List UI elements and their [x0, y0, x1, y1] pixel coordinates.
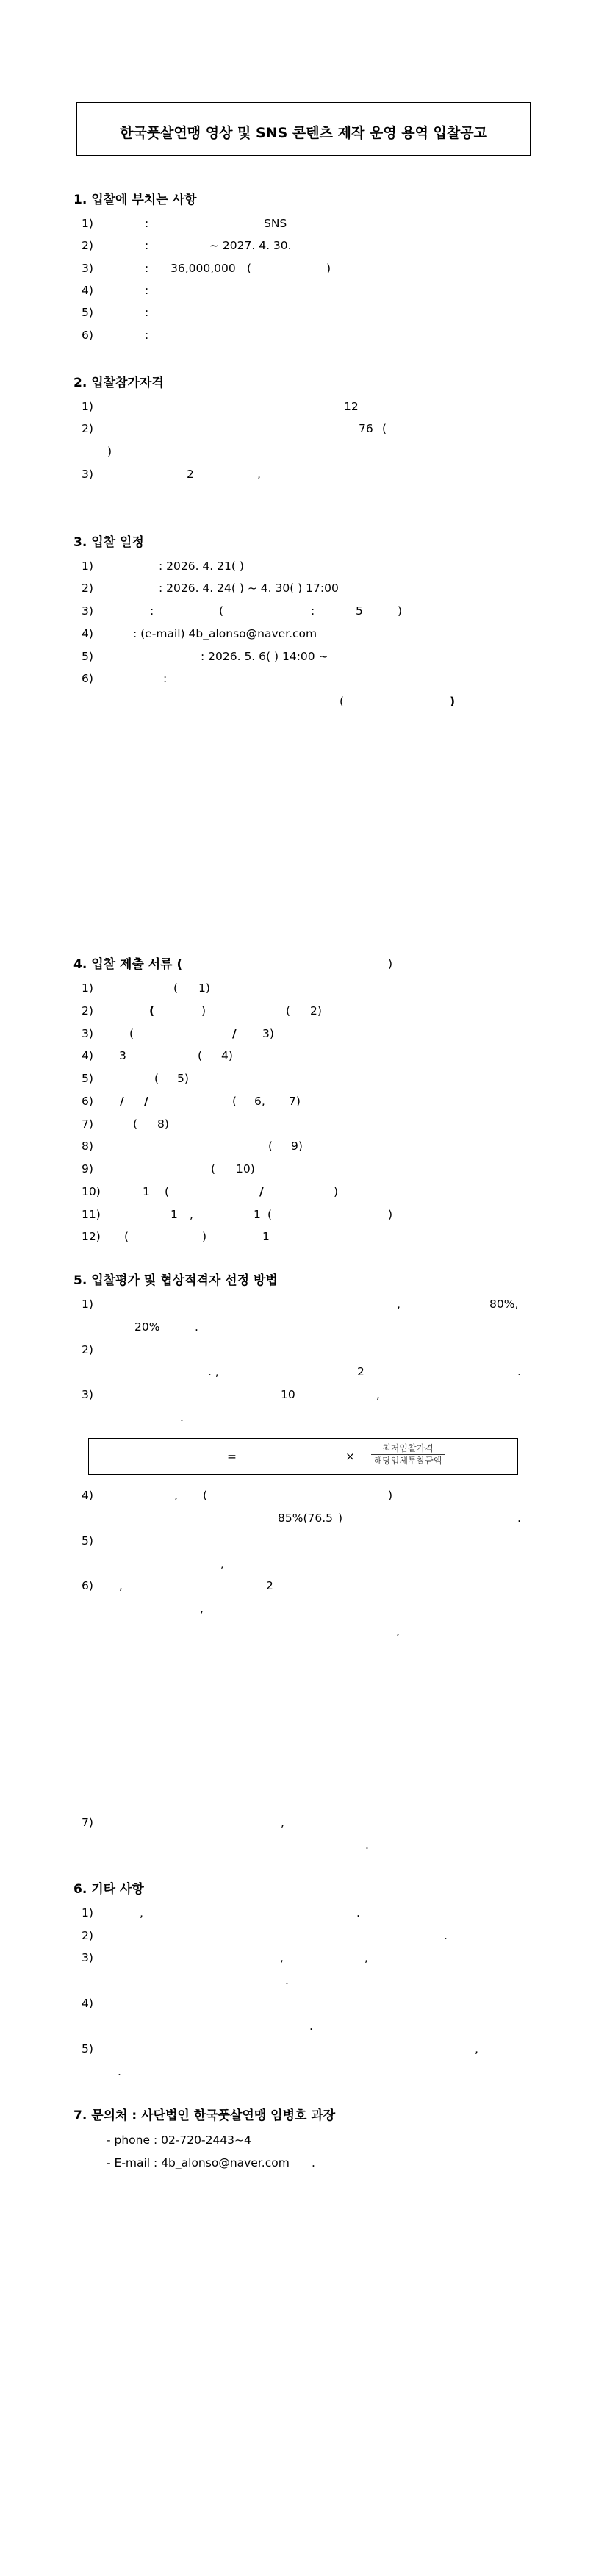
s3-note-paren-open: (	[340, 695, 345, 708]
contact-phone: - phone : 02-720-2443~4	[107, 2133, 251, 2147]
s1-item-2-num: 2)	[82, 239, 93, 252]
s3-item-2-num: 2)	[82, 582, 93, 595]
s4-item-6-mark-1: /	[120, 1095, 124, 1108]
s4-item-7-num: 7)	[82, 1117, 93, 1131]
formula-numerator: 최저입찰가격	[371, 1444, 445, 1455]
s4-item-2-a2: )	[201, 1004, 206, 1017]
s2-item-2-num: 2)	[82, 422, 93, 435]
s4-item-8-num: 8)	[82, 1139, 93, 1153]
s5-item-2-value: 2	[357, 1365, 364, 1378]
s1-item-5-num: 5)	[82, 306, 93, 319]
s1-item-1-colon: :	[145, 217, 149, 230]
section-4-heading-close: )	[388, 957, 393, 970]
formula-times: ×	[345, 1450, 355, 1463]
s5-item-7-comma: ,	[281, 1816, 284, 1829]
document-title: 한국풋살연맹 영상 및 SNS 콘텐츠 제작 운영 용역 입찰공고	[120, 125, 487, 141]
s5-item-4-paren-close: )	[388, 1489, 393, 1502]
s1-item-3-amount: 36,000,000	[170, 262, 236, 275]
s4-item-4-b: (	[198, 1049, 203, 1062]
s5-item-6-num: 6)	[82, 1579, 93, 1592]
section-1-heading: 1. 입찰에 부치는 사항	[73, 193, 197, 207]
s4-item-11-d: )	[388, 1208, 393, 1221]
s4-item-10-mark: /	[259, 1185, 264, 1198]
s4-item-2-num: 2)	[82, 1004, 93, 1017]
s4-item-10-c: )	[334, 1185, 339, 1198]
s4-item-2-c: 2)	[310, 1004, 322, 1017]
s5-item-5-num: 5)	[82, 1534, 93, 1548]
s5-item-2-dot: .	[517, 1365, 521, 1378]
s4-item-6-b: (	[232, 1095, 237, 1108]
s4-item-10-b: (	[165, 1185, 170, 1198]
s5-item-1-num: 1)	[82, 1298, 93, 1311]
s4-item-8-a: (	[268, 1139, 273, 1153]
s3-item-3-colon: :	[150, 604, 154, 618]
s4-item-6-mark-2: /	[144, 1095, 148, 1108]
s6-item-1-num: 1)	[82, 1906, 93, 1920]
s2-item-3-comma: ,	[257, 468, 261, 481]
s3-item-3-value: 5	[356, 604, 363, 618]
s5-item-1-dot: .	[195, 1320, 198, 1334]
s5-item-6-comma: ,	[119, 1579, 123, 1592]
s2-item-3-text: 2	[187, 468, 194, 481]
s4-item-2-a: (	[149, 1004, 155, 1017]
s6-item-5-b: ,	[475, 2042, 478, 2056]
s5-item-1-pct-1: 80%,	[489, 1298, 519, 1311]
s4-item-3-b: 3)	[262, 1027, 274, 1040]
s5-item-1-comma: ,	[397, 1298, 401, 1311]
s4-item-6-d: 7)	[289, 1095, 301, 1108]
s4-item-3-num: 3)	[82, 1027, 93, 1040]
s4-item-3-mark: /	[232, 1027, 237, 1040]
s4-item-12-a: (	[124, 1230, 129, 1243]
s5-item-6-dot-1: ,	[200, 1602, 204, 1615]
s6-item-3-c: .	[285, 1974, 289, 1987]
s4-item-4-num: 4)	[82, 1049, 93, 1062]
s5-item-4-paren-open: (	[203, 1489, 208, 1502]
s1-item-6-num: 6)	[82, 329, 93, 342]
s5-item-6-dot-2: ,	[396, 1625, 400, 1638]
s5-item-5-dot: ,	[220, 1557, 224, 1570]
s3-item-4-text: : (e-mail) 4b_alonso@naver.com	[133, 627, 317, 640]
s3-item-2-text: : 2026. 4. 24( ) ~ 4. 30( ) 17:00	[159, 582, 339, 595]
s1-item-2-text: ~ 2027. 4. 30.	[209, 239, 292, 252]
formula-fraction	[371, 1444, 445, 1465]
s6-item-2-b: .	[444, 1929, 448, 1942]
s3-item-4-num: 4)	[82, 627, 93, 640]
s5-item-3-num: 3)	[82, 1388, 93, 1401]
s5-item-4-pct: 85%(76.5	[278, 1511, 334, 1525]
s4-item-5-a: (	[154, 1072, 159, 1085]
s1-item-1-text: SNS	[264, 217, 287, 230]
s4-item-1-b: 1)	[198, 981, 210, 995]
s6-item-5-num: 5)	[82, 2042, 93, 2056]
s5-item-3-value: 10	[281, 1388, 295, 1401]
s3-item-6-colon: :	[163, 672, 168, 685]
s4-item-12-c: 1	[262, 1230, 270, 1243]
s2-item-2-paren-close: )	[107, 445, 112, 458]
s6-item-3-a: ,	[280, 1951, 284, 1964]
title-box	[76, 102, 531, 156]
section-5-heading: 5. 입찰평가 및 협상적격자 선정 방법	[73, 1273, 278, 1288]
s1-item-3-paren-open: (	[247, 262, 252, 275]
s4-item-2-b: (	[286, 1004, 291, 1017]
section-2-heading: 2. 입찰참가자격	[73, 376, 164, 390]
formula-equals: =	[227, 1450, 237, 1463]
s4-item-5-b: 5)	[177, 1072, 189, 1085]
section-3-heading: 3. 입찰 일정	[73, 535, 144, 550]
s6-item-3-num: 3)	[82, 1951, 93, 1964]
s2-item-3-num: 3)	[82, 468, 93, 481]
s3-item-3-colon-2: :	[311, 604, 315, 618]
price-score-formula-box	[88, 1438, 518, 1475]
s2-item-1-num: 1)	[82, 400, 93, 413]
s6-item-5-c: .	[118, 2065, 121, 2078]
s1-item-3-colon: :	[145, 262, 149, 275]
section-7-heading: 7. 문의처 : 사단법인 한국풋살연맹 임병호 과장	[73, 2108, 336, 2123]
s4-item-1-a: (	[173, 981, 179, 995]
s3-item-6-num: 6)	[82, 672, 93, 685]
s4-item-10-num: 10)	[82, 1185, 101, 1198]
s4-item-3-a: (	[129, 1027, 134, 1040]
s4-item-7-b: 8)	[157, 1117, 169, 1131]
s5-item-7-num: 7)	[82, 1816, 93, 1829]
s1-item-6-colon: :	[145, 329, 149, 342]
s3-item-3-paren-open: (	[219, 604, 224, 618]
s5-item-4-num: 4)	[82, 1489, 93, 1502]
s4-item-5-num: 5)	[82, 1072, 93, 1085]
s4-item-8-b: 9)	[291, 1139, 303, 1153]
s4-item-12-num: 12)	[82, 1230, 101, 1243]
s4-item-11-c: (	[267, 1208, 273, 1221]
s4-item-6-num: 6)	[82, 1095, 93, 1108]
s5-item-6-value: 2	[266, 1579, 273, 1592]
s1-item-2-colon: :	[145, 239, 149, 252]
s1-item-3-paren-close: )	[326, 262, 331, 275]
s4-item-9-num: 9)	[82, 1162, 93, 1176]
s4-item-10-a: 1	[143, 1185, 150, 1198]
s6-item-1-a: ,	[140, 1906, 143, 1920]
s1-item-4-colon: :	[145, 284, 149, 297]
s3-item-5-text: : 2026. 5. 6( ) 14:00 ~	[201, 650, 328, 663]
s4-item-11-a: 1	[170, 1208, 178, 1221]
s2-item-2-text: 76	[359, 422, 373, 435]
s4-item-12-b: )	[202, 1230, 207, 1243]
s5-item-4-pct-close: )	[338, 1511, 343, 1525]
formula-denominator: 해당업체투찰금액	[373, 1456, 442, 1466]
s6-item-1-b: .	[356, 1906, 360, 1920]
s3-item-1-num: 1)	[82, 559, 93, 573]
s3-item-5-num: 5)	[82, 650, 93, 663]
s1-item-4-num: 4)	[82, 284, 93, 297]
s5-item-3-comma: ,	[376, 1388, 380, 1401]
s4-item-6-c: 6,	[254, 1095, 265, 1108]
section-6-heading: 6. 기타 사항	[73, 1882, 144, 1897]
s3-item-3-num: 3)	[82, 604, 93, 618]
s2-item-1-text: 12	[344, 400, 359, 413]
s5-item-2-dots: . ,	[208, 1365, 219, 1378]
s4-item-11-num: 11)	[82, 1208, 101, 1221]
s1-item-1-num: 1)	[82, 217, 93, 230]
s4-item-11-b: 1	[254, 1208, 261, 1221]
s1-item-5-colon: :	[145, 306, 149, 319]
contact-email: - E-mail : 4b_alonso@naver.com	[107, 2156, 290, 2169]
s4-item-11-dot: ,	[190, 1208, 193, 1221]
s6-item-3-b: ,	[364, 1951, 368, 1964]
s5-item-4-comma: ,	[174, 1489, 178, 1502]
contact-email-dot: .	[312, 2156, 315, 2169]
s3-item-1-text: : 2026. 4. 21( )	[159, 559, 244, 573]
s4-item-4-c: 4)	[221, 1049, 233, 1062]
s3-note-paren-close: )	[450, 695, 456, 708]
s1-item-3-num: 3)	[82, 262, 93, 275]
s6-item-2-num: 2)	[82, 1929, 93, 1942]
s5-item-1-pct-2: 20%	[134, 1320, 160, 1334]
s5-item-4-dot: .	[517, 1511, 521, 1525]
section-4-heading: 4. 입찰 제출 서류 (	[73, 957, 183, 972]
s6-item-4-c: .	[309, 2019, 313, 2033]
s4-item-1-num: 1)	[82, 981, 93, 995]
s5-item-2-num: 2)	[82, 1343, 93, 1356]
s5-item-7-dot: .	[365, 1839, 369, 1852]
s4-item-9-b: 10)	[236, 1162, 255, 1176]
s3-item-3-paren-close: )	[398, 604, 403, 618]
s4-item-9-a: (	[211, 1162, 216, 1176]
s2-item-2-paren-open: (	[382, 422, 387, 435]
s4-item-4-a: 3	[119, 1049, 126, 1062]
s6-item-4-num: 4)	[82, 1997, 93, 2010]
s5-item-3-dot: .	[180, 1411, 184, 1424]
s4-item-7-a: (	[133, 1117, 138, 1131]
